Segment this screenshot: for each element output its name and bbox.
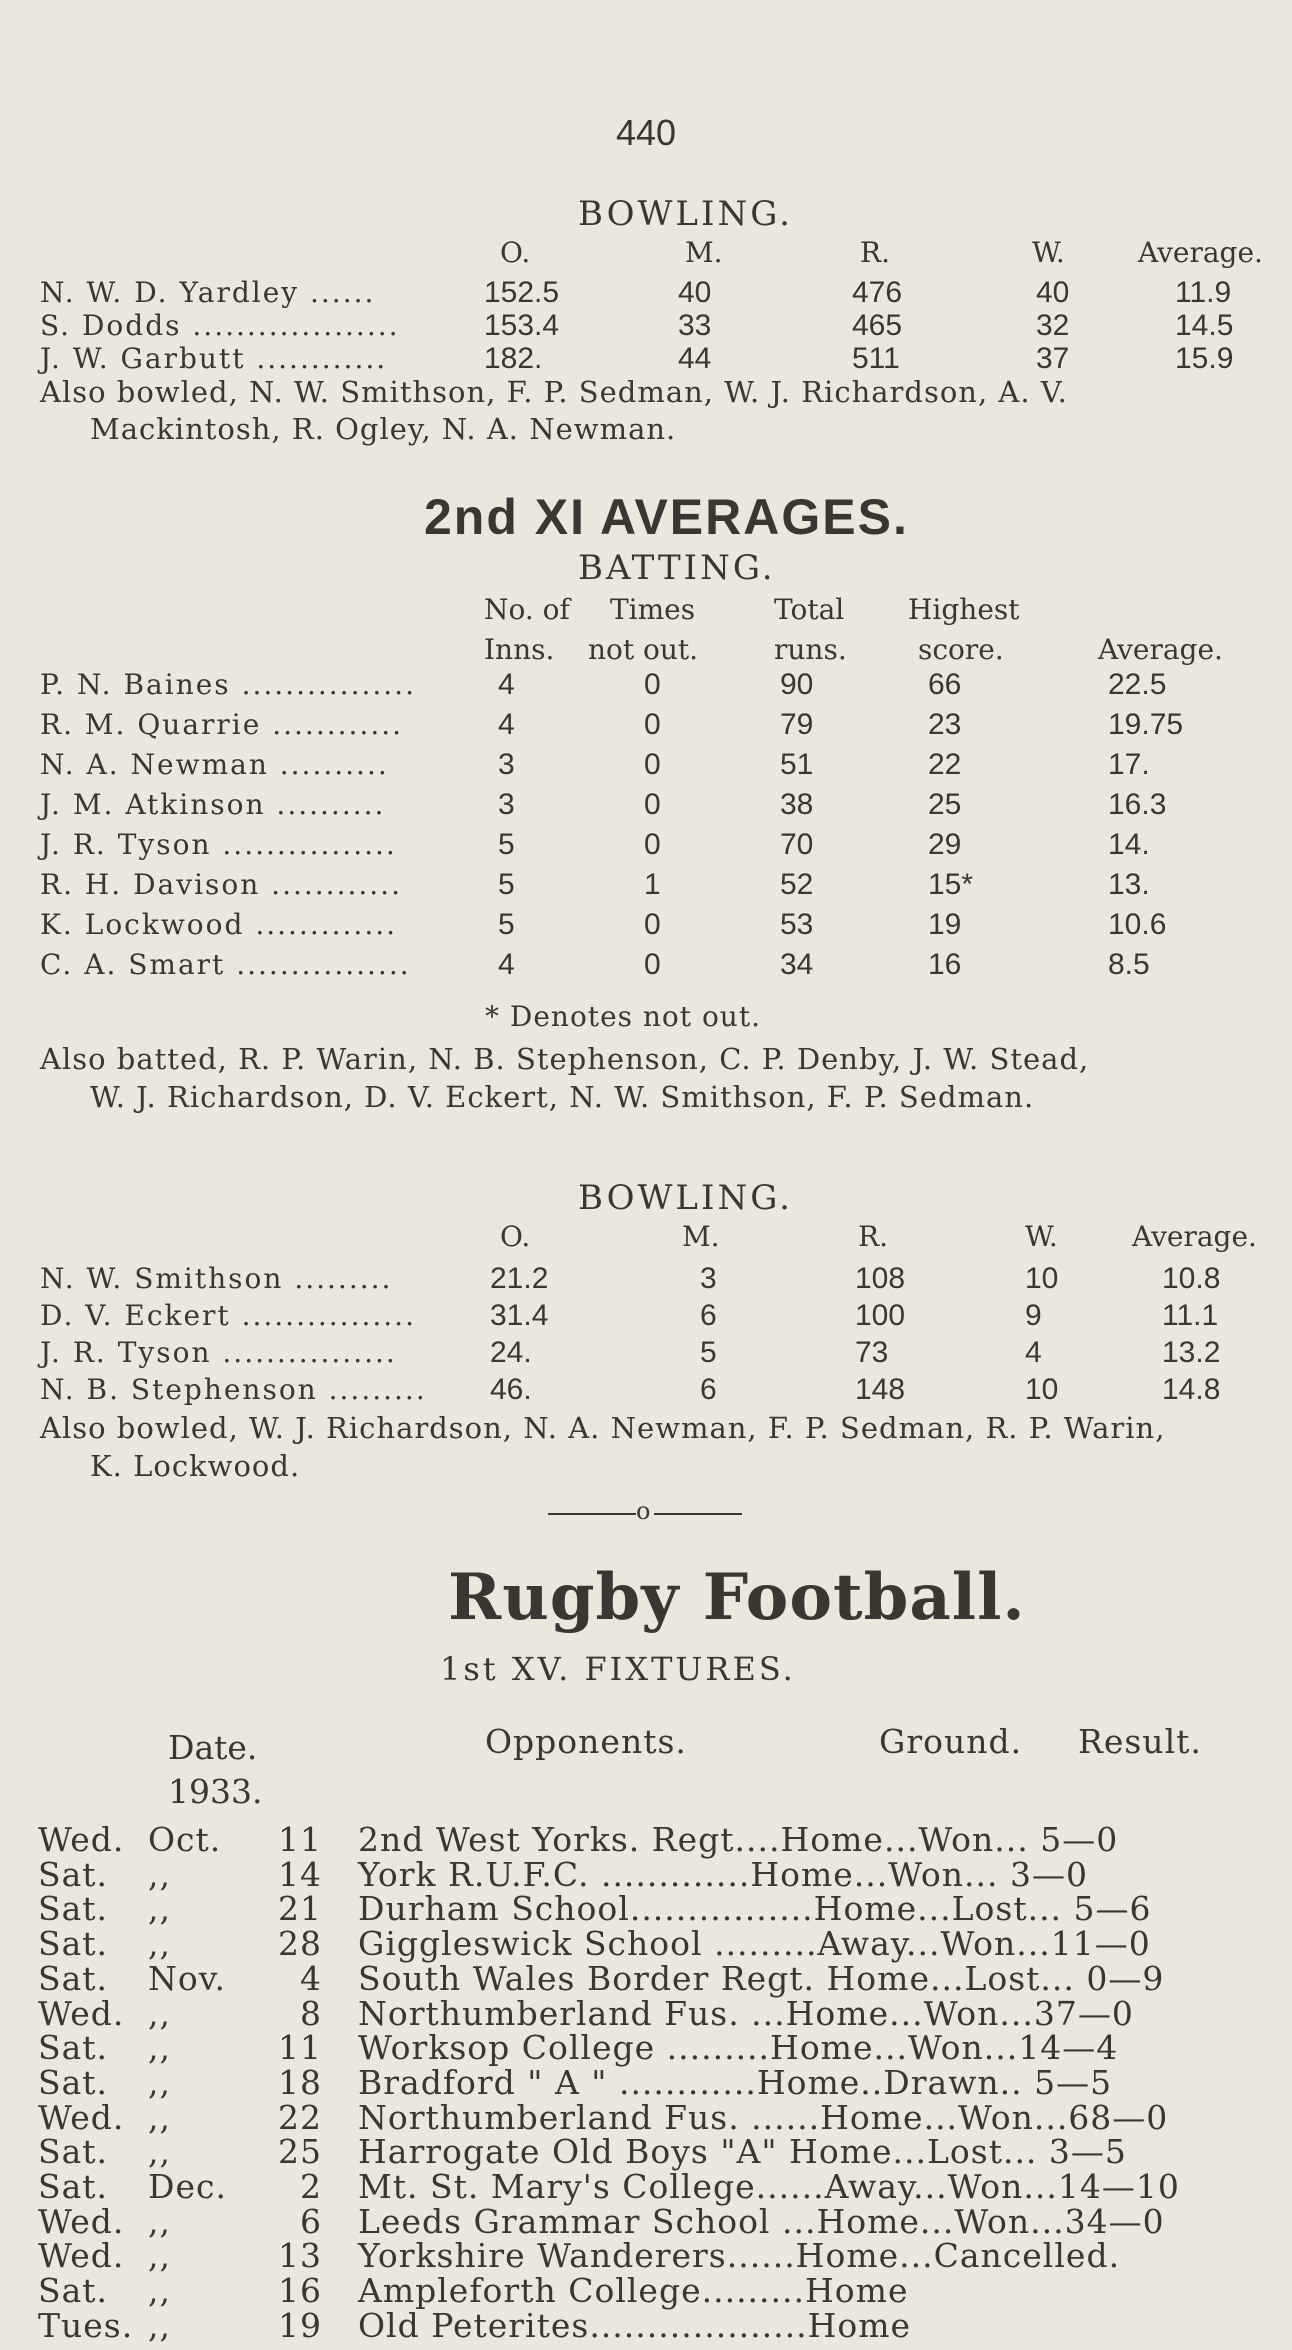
- fixture-day: Wed.: [38, 2236, 125, 2276]
- fixture-date: 25: [278, 2132, 322, 2172]
- overs-value: 182.: [484, 342, 543, 375]
- col-average: Average.: [1132, 1220, 1257, 1253]
- fixture-month: ,,: [148, 2305, 171, 2345]
- page-number: 440: [615, 112, 677, 153]
- col-wickets: W.: [1025, 1220, 1058, 1253]
- batting-row: [0, 708, 1292, 746]
- rugby-title: Rugby Football.: [448, 1560, 1026, 1635]
- fixture-date: 21: [278, 1889, 322, 1929]
- average-value: 14.: [1108, 828, 1150, 861]
- not-out-value: 1: [644, 868, 661, 901]
- fixture-date: 14: [278, 1854, 322, 1894]
- fixture-date: 6: [300, 2201, 322, 2241]
- total-runs-value: 34: [780, 948, 814, 981]
- batting-row: [0, 908, 1292, 946]
- fixture-date: 11: [278, 1820, 322, 1859]
- maidens-value: 6: [700, 1299, 717, 1332]
- innings-value: 5: [498, 908, 515, 941]
- highest-score-value: 19: [928, 908, 962, 941]
- fixture-month: Nov.: [148, 1958, 226, 1998]
- bowling-row: [0, 1262, 1292, 1300]
- overs-value: 31.4: [490, 1299, 549, 1332]
- maidens-value: 40: [678, 276, 712, 309]
- highest-score-value: 16: [928, 948, 962, 981]
- fixture-day: Sat.: [38, 1889, 109, 1929]
- average-value: 11.9: [1175, 276, 1232, 309]
- wickets-value: 9: [1025, 1299, 1042, 1332]
- batting-title: BATTING.: [578, 548, 776, 588]
- wickets-value: 40: [1036, 276, 1070, 309]
- not-out-value: 0: [644, 668, 661, 701]
- not-out-value: 0: [644, 828, 661, 861]
- fixture-details: Ampleforth College.........Home: [358, 2271, 909, 2311]
- highest-score-value: 15*: [928, 868, 974, 901]
- average-value: 14.8: [1162, 1373, 1221, 1406]
- total-runs-value: 79: [780, 708, 814, 741]
- overs-value: 153.4: [484, 309, 560, 342]
- col-total: Total: [774, 593, 845, 626]
- batting-row: [0, 868, 1292, 906]
- fixture-month: ,,: [148, 2201, 171, 2241]
- col-overs: O.: [500, 236, 531, 269]
- player-name: J. R. Tyson ................: [40, 1336, 397, 1369]
- fixture-details: Mt. St. Mary's College......Away...Won...14—10: [358, 2167, 1180, 2206]
- maidens-value: 33: [678, 309, 712, 342]
- fixture-details: South Wales Border Regt. Home...Lost... 0—9: [358, 1958, 1165, 1998]
- average-value: 11.1: [1162, 1299, 1219, 1332]
- player-name: N. B. Stephenson .........: [40, 1373, 427, 1406]
- fixture-month: ,,: [148, 2236, 171, 2276]
- player-name: C. A. Smart ................: [40, 948, 411, 981]
- col-not-out: not out.: [588, 633, 699, 666]
- not-out-value: 0: [644, 908, 661, 941]
- second-bowling-also-line-2: K. Lockwood.: [90, 1449, 301, 1483]
- innings-value: 3: [498, 788, 515, 821]
- bowling-row: [0, 1373, 1292, 1411]
- total-runs-value: 53: [780, 908, 814, 941]
- player-name: K. Lockwood .............: [40, 908, 398, 941]
- col-runs: R.: [860, 236, 890, 269]
- average-value: 13.: [1108, 868, 1150, 901]
- fixture-month: ,,: [148, 1889, 171, 1929]
- fixture-day: Sat.: [38, 1958, 109, 1998]
- bowling-header-row: [0, 236, 1292, 274]
- fixture-details: Harrogate Old Boys "A" Home...Lost... 3—5: [358, 2132, 1127, 2172]
- runs-value: 148: [855, 1373, 906, 1406]
- runs-value: 511: [852, 342, 900, 375]
- second-bowling-also-line-1: Also bowled, W. J. Richardson, N. A. Newman, F. P. Sedman, R. P. Warin,: [40, 1411, 1166, 1445]
- average-value: 19.75: [1108, 708, 1184, 741]
- average-value: 17.: [1108, 748, 1150, 781]
- fixture-day: Sat.: [38, 1924, 109, 1964]
- innings-value: 4: [498, 668, 515, 701]
- batting-row: [0, 748, 1292, 786]
- player-name: N. W. Smithson .........: [40, 1262, 393, 1295]
- wickets-value: 10: [1025, 1262, 1059, 1295]
- fixture-day: Wed.: [38, 1820, 125, 1859]
- fixture-day: Tues.: [38, 2305, 134, 2345]
- innings-value: 4: [498, 948, 515, 981]
- player-name: N. W. D. Yardley ......: [40, 276, 376, 309]
- second-bowling-title: BOWLING.: [578, 1178, 793, 1218]
- separator-ornament: o: [636, 1497, 651, 1525]
- runs-value: 73: [855, 1336, 889, 1369]
- not-out-footnote: * Denotes not out.: [485, 1000, 761, 1033]
- col-ground: Ground.: [879, 1722, 1023, 1761]
- total-runs-value: 90: [780, 668, 814, 701]
- average-value: 10.6: [1108, 908, 1167, 941]
- col-inns: Inns.: [484, 633, 555, 666]
- fixture-details: Yorkshire Wanderers......Home...Cancelled.: [358, 2236, 1121, 2276]
- fixture-day: Sat.: [38, 2167, 109, 2206]
- total-runs-value: 51: [780, 748, 814, 781]
- bowling-also-line-2: Mackintosh, R. Ogley, N. A. Newman.: [90, 412, 677, 446]
- runs-value: 476: [852, 276, 903, 309]
- not-out-value: 0: [644, 748, 661, 781]
- player-name: J. M. Atkinson ..........: [40, 788, 386, 821]
- innings-value: 4: [498, 708, 515, 741]
- fixture-date: 28: [278, 1924, 322, 1964]
- average-value: 16.3: [1108, 788, 1167, 821]
- col-no-of: No. of: [484, 593, 570, 626]
- bowling-row: [0, 1299, 1292, 1337]
- not-out-value: 0: [644, 788, 661, 821]
- highest-score-value: 66: [928, 668, 962, 701]
- player-name: S. Dodds ...................: [40, 309, 400, 342]
- runs-value: 108: [855, 1262, 906, 1295]
- fixture-day: Wed.: [38, 2201, 125, 2241]
- not-out-value: 0: [644, 708, 661, 741]
- maidens-value: 5: [700, 1336, 717, 1369]
- fixture-date: 8: [300, 1993, 322, 2033]
- total-runs-value: 38: [780, 788, 814, 821]
- wickets-value: 32: [1036, 309, 1070, 342]
- player-name: J. R. Tyson ................: [40, 828, 397, 861]
- total-runs-value: 70: [780, 828, 814, 861]
- bowling-row: [0, 1336, 1292, 1374]
- fixture-day: Sat.: [38, 2028, 109, 2068]
- fixture-day: Wed.: [38, 2097, 125, 2137]
- fixture-date: 4: [300, 1958, 322, 1998]
- fixture-month: ,,: [148, 1993, 171, 2033]
- col-times: Times: [610, 593, 696, 626]
- average-value: 8.5: [1108, 948, 1150, 981]
- innings-value: 3: [498, 748, 515, 781]
- col-date: Date.: [168, 1728, 258, 1767]
- fixture-month: Dec.: [148, 2167, 227, 2206]
- fixture-details: Bradford " A " ............Home..Drawn.. 5—5: [358, 2062, 1113, 2102]
- batting-header-row-2: [0, 633, 1292, 671]
- player-name: N. A. Newman ..........: [40, 748, 389, 781]
- fixture-date: 2: [300, 2167, 322, 2206]
- fixture-month: ,,: [148, 1924, 171, 1964]
- col-runs: runs.: [774, 633, 847, 666]
- overs-value: 24.: [490, 1336, 532, 1369]
- not-out-value: 0: [644, 948, 661, 981]
- col-wickets: W.: [1032, 236, 1065, 269]
- total-runs-value: 52: [780, 868, 814, 901]
- average-value: 10.8: [1162, 1262, 1221, 1295]
- overs-value: 152.5: [484, 276, 560, 309]
- maidens-value: 44: [678, 342, 712, 375]
- highest-score-value: 22: [928, 748, 962, 781]
- fixture-details: Durham School................Home...Lost... 5—6: [358, 1889, 1152, 1929]
- average-value: 22.5: [1108, 668, 1167, 701]
- fixture-details: Worksop College .........Home...Won...14—4: [358, 2028, 1119, 2068]
- col-maidens: M.: [682, 1220, 720, 1253]
- player-name: R. H. Davison ............: [40, 868, 402, 901]
- batting-row: [0, 948, 1292, 986]
- maidens-value: 6: [700, 1373, 717, 1406]
- maidens-value: 3: [700, 1262, 717, 1295]
- second-bowling-header-row: [0, 1220, 1292, 1258]
- separator-left: [548, 1513, 636, 1515]
- wickets-value: 4: [1025, 1336, 1042, 1369]
- fixture-date: 16: [278, 2271, 322, 2311]
- fixture-month: ,,: [148, 2271, 171, 2311]
- fixture-day: Sat.: [38, 1854, 109, 1894]
- col-average: Average.: [1098, 633, 1223, 666]
- col-runs: R.: [858, 1220, 888, 1253]
- fixture-date: 18: [278, 2062, 322, 2102]
- separator-right: [654, 1513, 742, 1515]
- fixture-details: Leeds Grammar School ...Home...Won...34—0: [358, 2201, 1165, 2241]
- fixture-month: ,,: [148, 1854, 171, 1894]
- col-highest: Highest: [908, 593, 1020, 626]
- col-opponents: Opponents.: [485, 1722, 687, 1761]
- col-overs: O.: [500, 1220, 531, 1253]
- batting-also-line-2: W. J. Richardson, D. V. Eckert, N. W. Smithson, F. P. Sedman.: [90, 1080, 1035, 1114]
- runs-value: 100: [855, 1299, 906, 1332]
- batting-row: [0, 788, 1292, 826]
- fixture-details: Giggleswick School .........Away...Won...11—0: [358, 1924, 1151, 1964]
- fixture-date: 22: [278, 2097, 322, 2137]
- fixture-details: 2nd West Yorks. Regt....Home...Won... 5—0: [358, 1820, 1119, 1859]
- highest-score-value: 29: [928, 828, 962, 861]
- col-average: Average.: [1138, 236, 1263, 269]
- fixture-month: ,,: [148, 2097, 171, 2137]
- batting-row: [0, 828, 1292, 866]
- wickets-value: 10: [1025, 1373, 1059, 1406]
- fixture-details: Northumberland Fus. ...Home...Won...37—0: [358, 1993, 1134, 2033]
- average-value: 15.9: [1175, 342, 1234, 375]
- average-value: 13.2: [1162, 1336, 1221, 1369]
- batting-row: [0, 668, 1292, 706]
- fixture-month: ,,: [148, 2028, 171, 2068]
- runs-value: 465: [852, 309, 903, 342]
- wickets-value: 37: [1036, 342, 1070, 375]
- fixture-day: Sat.: [38, 2132, 109, 2172]
- fixture-details: York R.U.F.C. .............Home...Won... 3—0: [358, 1854, 1089, 1894]
- fixture-date: 13: [278, 2236, 322, 2276]
- overs-value: 21.2: [490, 1262, 549, 1295]
- fixture-details: Northumberland Fus. ......Home...Won...68—0: [358, 2097, 1169, 2137]
- overs-value: 46.: [490, 1373, 532, 1406]
- fixture-date: 19: [278, 2305, 322, 2345]
- player-name: R. M. Quarrie ............: [40, 708, 404, 741]
- bowling-title: BOWLING.: [578, 194, 793, 234]
- col-maidens: M.: [685, 236, 723, 269]
- average-value: 14.5: [1175, 309, 1234, 342]
- fixture-date: 11: [278, 2028, 322, 2068]
- innings-value: 5: [498, 828, 515, 861]
- highest-score-value: 23: [928, 708, 962, 741]
- fixtures-subtitle: 1st XV. FIXTURES.: [440, 1650, 796, 1688]
- highest-score-value: 25: [928, 788, 962, 821]
- fixture-month: Oct.: [148, 1820, 222, 1859]
- fixture-day: Sat.: [38, 2062, 109, 2102]
- col-score: score.: [918, 633, 1004, 666]
- innings-value: 5: [498, 868, 515, 901]
- batting-also-line-1: Also batted, R. P. Warin, N. B. Stephenson, C. P. Denby, J. W. Stead,: [40, 1042, 1090, 1076]
- second-xi-title: 2nd XI AVERAGES.: [424, 489, 909, 545]
- fixture-row: [0, 2306, 1292, 2350]
- bowling-also-line-1: Also bowled, N. W. Smithson, F. P. Sedman, W. J. Richardson, A. V.: [40, 375, 1068, 409]
- player-name: J. W. Garbutt ............: [40, 342, 388, 375]
- fixture-day: Wed.: [38, 1993, 125, 2033]
- batting-header-row-1: [0, 593, 1292, 631]
- col-year: 1933.: [168, 1772, 263, 1811]
- fixture-month: ,,: [148, 2132, 171, 2172]
- player-name: D. V. Eckert ................: [40, 1299, 416, 1332]
- fixture-day: Sat.: [38, 2271, 109, 2311]
- fixture-month: ,,: [148, 2062, 171, 2102]
- player-name: P. N. Baines ................: [40, 668, 416, 701]
- fixture-details: Old Peterites...................Home: [358, 2305, 912, 2345]
- col-result: Result.: [1078, 1722, 1202, 1761]
